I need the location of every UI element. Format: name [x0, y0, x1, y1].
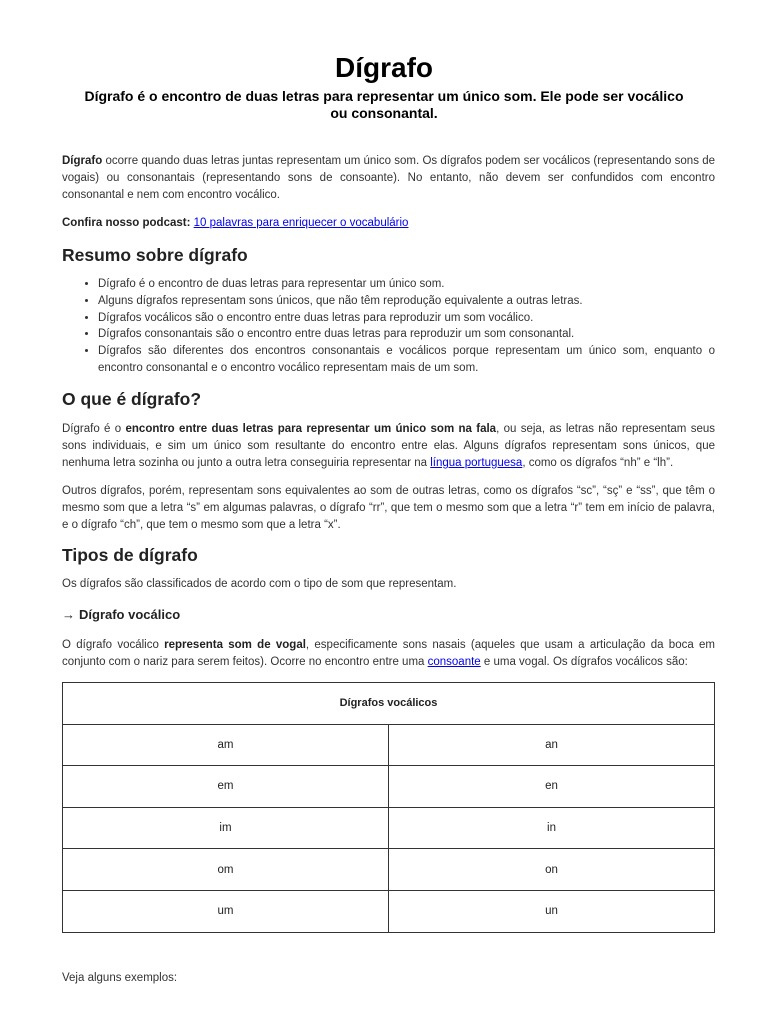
table-row — [63, 724, 715, 766]
vocalico-text-bold: representa som de vogal — [164, 639, 306, 651]
podcast-line — [62, 215, 715, 232]
list-item: • Dígrafos consonantais são o encontro entre duas letras para reproduzir um som consonantal. — [98, 326, 715, 343]
arrow-right-icon: → — [62, 607, 75, 622]
table-row — [63, 890, 715, 932]
table-cell: om — [63, 849, 389, 891]
table-cell: in — [389, 807, 715, 849]
oque-heading: O que é dígrafo? — [62, 389, 202, 409]
table-cell: um — [63, 890, 389, 932]
table-cell: en — [389, 766, 715, 808]
oque-text-c: , como os dígrafos “nh” e “lh”. — [522, 457, 674, 469]
table-cell: am — [63, 724, 389, 766]
table-row — [63, 849, 715, 891]
tipos-heading: Tipos de dígrafo — [62, 545, 198, 565]
table-row — [63, 766, 715, 808]
table-cell: em — [63, 766, 389, 808]
oque-text-b: , ou seja, as letras não representam seus sons individuais, e sim um único som resultante do encontro entre elas. Alguns dígrafos representam sons únicos, que nenhuma letra sozinha ou junto a outra letra conseguiria representar na — [62, 423, 715, 469]
table-header: Dígrafos vocálicos — [63, 683, 715, 725]
consoante-link[interactable]: consoante — [427, 656, 481, 668]
list-item: • Dígrafos vocálicos são o encontro entre duas letras para reproduzir um som vocálico. — [98, 310, 715, 327]
list-item: • Alguns dígrafos representam sons únicos, que não têm reprodução equivalente a outras letras. — [98, 293, 715, 310]
lingua-portuguesa-link[interactable]: língua portuguesa — [430, 457, 523, 469]
table-header-row — [63, 683, 715, 725]
table-cell: an — [389, 724, 715, 766]
intro-term: Dígrafo — [62, 155, 103, 167]
podcast-link[interactable]: 10 palavras para enriquecer o vocabulário — [193, 217, 409, 229]
table-cell: un — [389, 890, 715, 932]
intro-text: ocorre quando duas letras juntas representam um único som. Os dígrafos podem ser vocálicos (representando sons de vogais) ou consonantais (representando sons de consoante). No entanto, não devem ser confundidos com encontro consonantal e nem com encontro vocálico. — [62, 155, 715, 201]
digrafos-vocalicos-table — [62, 682, 715, 933]
vocalico-heading-text: Dígrafo vocálico — [79, 607, 181, 622]
table-cell: im — [63, 807, 389, 849]
resumo-heading: Resumo sobre dígrafo — [62, 245, 248, 265]
tipos-paragraph: Os dígrafos são classificados de acordo com o tipo de som que representam. — [62, 578, 457, 590]
vocalico-text-c: e uma vogal. Os dígrafos vocálicos são: — [480, 656, 688, 668]
list-item: • Dígrafo é o encontro de duas letras para representar um único som. — [98, 276, 715, 293]
oque-paragraph-1 — [62, 421, 715, 472]
vocalico-text-b: , especificamente sons nasais (aqueles que usam a articulação da boca em conjunto com o nariz para serem feitos). Ocorre no encontro entre uma — [62, 639, 716, 668]
page-subtitle: Dígrafo é o encontro de duas letras para representar um único som. Ele pode ser vocálico ou consonantal. — [84, 88, 684, 121]
list-item: • Dígrafos são diferentes dos encontros consonantais e vocálicos porque representam um único som, enquanto o encontro consonantal e o encontro vocálico representam mais de um som. — [98, 343, 715, 377]
table-row — [63, 807, 715, 849]
podcast-label: Confira nosso podcast: — [62, 217, 191, 229]
examples-intro: Veja alguns exemplos: — [62, 972, 178, 984]
oque-paragraph-2: Outros dígrafos, porém, representam sons equivalentes ao som de outras letras, como os dígrafos “sc”, “sç” e “ss”, que têm o mesmo som que a letra “s” em algumas palavras, o dígrafo “rr”, que tem o mesmo som que a letra “r” tem em início de palavra, e o dígrafo “ch”, que tem o mesmo som que a letra “x”. — [62, 485, 715, 531]
oque-text-bold: encontro entre duas letras para representar um único som na fala — [125, 423, 497, 435]
vocalico-heading — [62, 606, 180, 624]
vocalico-paragraph — [62, 637, 715, 671]
table-cell: on — [389, 849, 715, 891]
intro-paragraph — [62, 153, 715, 204]
vocalico-text-a: O dígrafo vocálico — [62, 639, 165, 651]
resumo-list — [62, 276, 715, 377]
page-title: Dígrafo — [335, 52, 433, 83]
oque-text-a: Dígrafo é o — [62, 423, 126, 435]
